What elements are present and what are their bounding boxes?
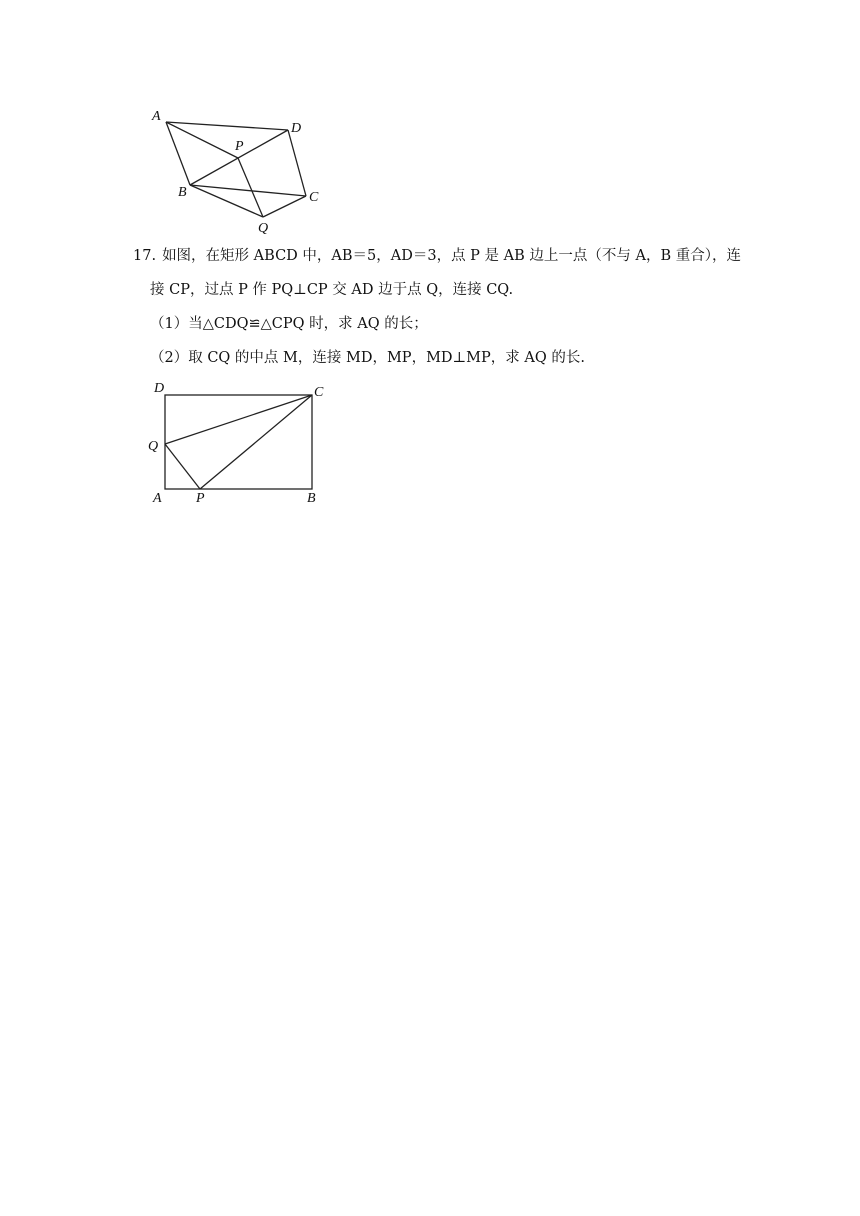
segment-AB <box>166 122 190 185</box>
figure-1-diagram <box>140 100 340 240</box>
problem-part-2: （2）取 CQ 的中点 M，连接 MD，MP，MD⊥MP，求 AQ 的长. <box>150 350 585 366</box>
problem-line-1 <box>133 246 741 266</box>
problem-text-1: 如图，在矩形 ABCD 中，AB＝5，AD＝3，点 P 是 AB 边上一点（不与 A，B 重合），连 <box>162 248 741 264</box>
figure-2-diagram <box>140 372 340 512</box>
segment-QP <box>165 444 200 489</box>
label-A: A <box>152 109 161 124</box>
segment-QC <box>263 196 306 217</box>
label-P: P <box>196 491 205 506</box>
segment-AP <box>166 122 238 158</box>
segment-DC <box>288 130 306 196</box>
segment-QC <box>165 395 312 444</box>
label-C: C <box>309 190 319 205</box>
label-B: B <box>178 185 187 200</box>
label-A: A <box>153 491 162 506</box>
segment-BC <box>190 185 306 196</box>
problem-part-1: （1）当△CDQ≌△CPQ 时，求 AQ 的长； <box>150 316 428 332</box>
problem-number: 17. <box>133 248 157 264</box>
label-B: B <box>307 491 316 506</box>
rectangle-ABCD <box>165 395 312 489</box>
label-Q: Q <box>258 221 269 236</box>
label-D: D <box>154 381 165 396</box>
problem-line-2: 接 CP，过点 P 作 PQ⊥CP 交 AD 边于点 Q，连接 CQ. <box>150 282 514 298</box>
label-Q: Q <box>148 439 159 454</box>
segment-AD <box>166 122 288 130</box>
label-C: C <box>314 385 324 400</box>
label-D: D <box>291 121 302 136</box>
label-P: P <box>235 139 244 154</box>
segment-PC <box>200 395 312 489</box>
